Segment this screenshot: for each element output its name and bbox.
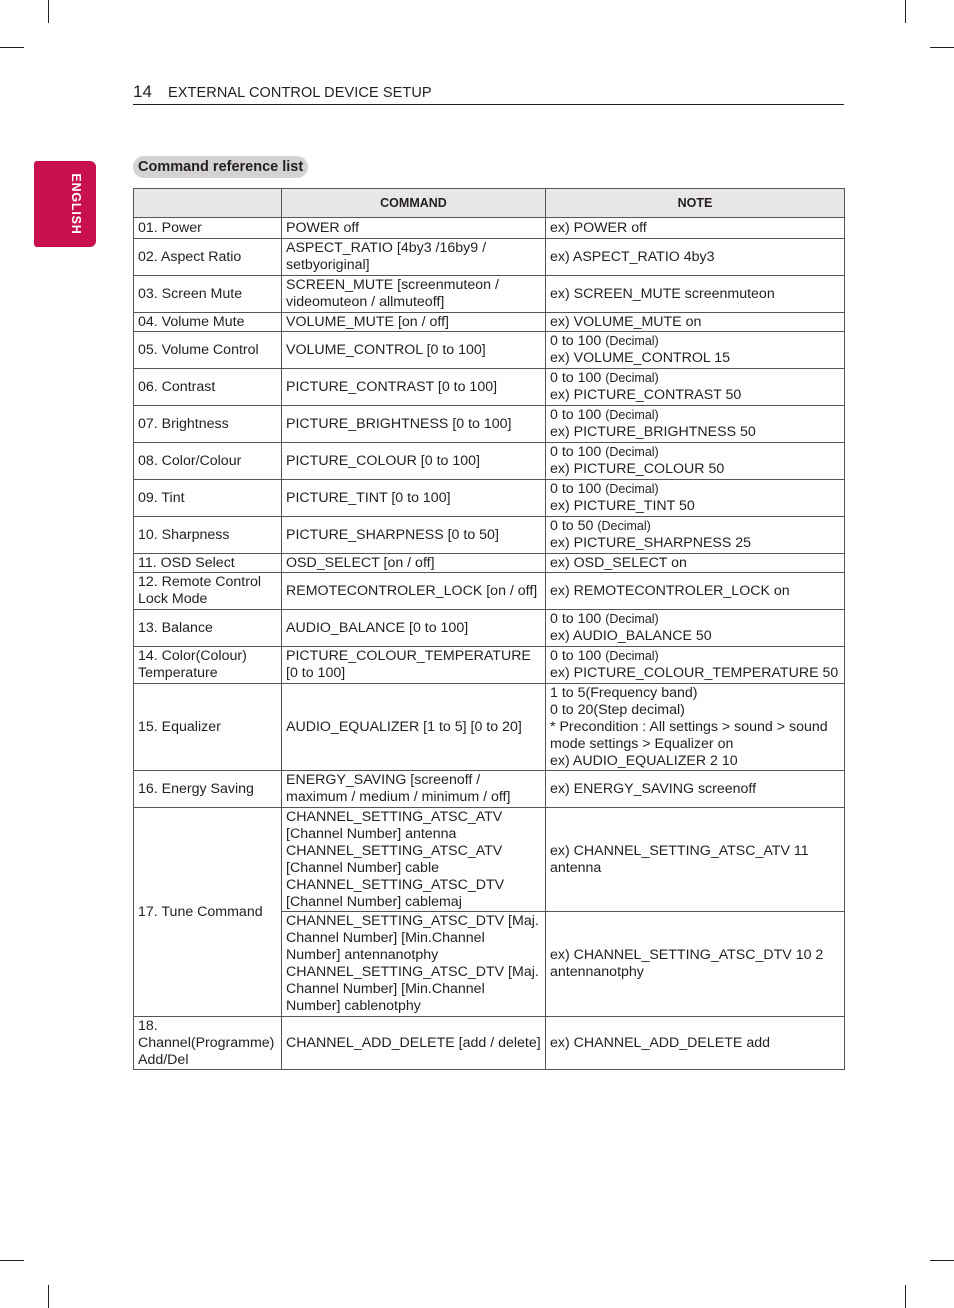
note-line: * Precondition : All settings > sound > sound mode settings > Equalizer on — [550, 718, 828, 752]
language-tab-label: ENGLISH — [69, 173, 83, 235]
command-cell: ASPECT_RATIO [4by3 /16by9 / setbyoriginal] — [282, 239, 546, 276]
note-cell — [546, 647, 845, 684]
note-cell — [546, 684, 845, 771]
table-row — [134, 332, 845, 369]
item-name-line: Add/Del — [138, 1051, 189, 1068]
example-text: ex) PICTURE_TINT 50 — [550, 498, 695, 514]
command-cell: PICTURE_COLOUR [0 to 100] — [282, 443, 546, 480]
crop-mark — [0, 1260, 24, 1261]
note-cell — [546, 480, 845, 517]
table-row — [134, 443, 845, 480]
table-row — [134, 610, 845, 647]
command-cell: AUDIO_EQUALIZER [1 to 5] [0 to 20] — [282, 684, 546, 771]
item-name: 08. Color/Colour — [134, 443, 282, 480]
item-name-line: 14. Color(Colour) — [138, 648, 247, 664]
example-text: ex) PICTURE_CONTRAST 50 — [550, 387, 742, 403]
command-cell: AUDIO_BALANCE [0 to 100] — [282, 610, 546, 647]
command-line: CHANNEL_SETTING_ATSC_DTV [Maj. Channel Number] [Min.Channel Number] antennanotphy — [286, 913, 539, 963]
note-cell — [546, 517, 845, 554]
crop-mark — [0, 47, 24, 48]
note-cell: ex) CHANNEL_SETTING_ATSC_ATV 11 antenna — [546, 808, 845, 912]
example-text: ex) VOLUME_CONTROL 15 — [550, 350, 731, 366]
language-tab — [34, 161, 96, 247]
table-row — [134, 1017, 845, 1070]
note-line: 0 to 20(Step decimal) — [550, 701, 685, 718]
command-cell: CHANNEL_ADD_DELETE [add / delete] — [282, 1017, 546, 1070]
decimal-tag: (Decimal) — [605, 612, 659, 626]
command-cell: PICTURE_TINT [0 to 100] — [282, 480, 546, 517]
item-name: 07. Brightness — [134, 406, 282, 443]
table-row — [134, 554, 845, 573]
command-line: CHANNEL_SETTING_ATSC_ATV [Channel Number] cable — [286, 842, 503, 876]
note-cell: ex) SCREEN_MUTE screenmuteon — [546, 276, 845, 313]
range-text: 0 to 100 — [550, 370, 602, 386]
command-cell: ENERGY_SAVING [screenoff / maximum / medium / minimum / off] — [282, 771, 546, 808]
decimal-tag: (Decimal) — [605, 445, 659, 459]
command-reference-table — [133, 188, 845, 1070]
range-text: 0 to 100 — [550, 648, 602, 664]
range-text: 0 to 100 — [550, 481, 602, 497]
command-cell: VOLUME_MUTE [on / off] — [282, 313, 546, 332]
item-name-line: 18. — [138, 1017, 158, 1034]
page-number: 14 — [133, 82, 152, 101]
example-text: ex) PICTURE_COLOUR 50 — [550, 461, 725, 477]
command-line: CHANNEL_SETTING_ATSC_DTV [Maj. Channel Number] [Min.Channel Number] cablenotphy — [286, 964, 539, 1014]
range-text: 0 to 100 — [550, 611, 602, 627]
table-row — [134, 406, 845, 443]
table-row — [134, 239, 845, 276]
command-cell: PICTURE_SHARPNESS [0 to 50] — [282, 517, 546, 554]
table-row — [134, 276, 845, 313]
decimal-tag: (Decimal) — [605, 482, 659, 496]
range-text: 0 to 100 — [550, 444, 602, 460]
command-cell — [282, 808, 546, 912]
crop-mark — [930, 47, 954, 48]
table-row — [134, 771, 845, 808]
range-text: 0 to 100 — [550, 333, 602, 349]
command-cell: SCREEN_MUTE [screenmuteon / videomuteon / allmuteoff] — [282, 276, 546, 313]
note-line: 1 to 5(Frequency band) — [550, 684, 698, 701]
command-cell: PICTURE_BRIGHTNESS [0 to 100] — [282, 406, 546, 443]
decimal-tag: (Decimal) — [605, 649, 659, 663]
table-row — [134, 808, 845, 912]
decimal-tag: (Decimal) — [605, 334, 659, 348]
command-cell: PICTURE_COLOUR_TEMPERATURE [0 to 100] — [282, 647, 546, 684]
command-cell: OSD_SELECT [on / off] — [282, 554, 546, 573]
table-row — [134, 313, 845, 332]
crop-mark — [48, 0, 49, 23]
crop-mark — [905, 1285, 906, 1308]
crop-mark — [905, 0, 906, 23]
item-name: 05. Volume Control — [134, 332, 282, 369]
item-name: 04. Volume Mute — [134, 313, 282, 332]
table-row — [134, 573, 845, 610]
item-name-line: Channel(Programme) — [138, 1034, 275, 1051]
note-cell: ex) ASPECT_RATIO 4by3 — [546, 239, 845, 276]
crop-mark — [48, 1285, 49, 1308]
item-name: 10. Sharpness — [134, 517, 282, 554]
table-row — [134, 647, 845, 684]
example-text: ex) PICTURE_SHARPNESS 25 — [550, 535, 752, 551]
item-name — [134, 1017, 282, 1070]
example-text: ex) PICTURE_BRIGHTNESS 50 — [550, 424, 756, 440]
note-cell — [546, 443, 845, 480]
item-name: 16. Energy Saving — [134, 771, 282, 808]
item-name: 12. Remote Control Lock Mode — [134, 573, 282, 610]
note-cell: ex) REMOTECONTROLER_LOCK on — [546, 573, 845, 610]
command-cell — [282, 912, 546, 1017]
command-cell: REMOTECONTROLER_LOCK [on / off] — [282, 573, 546, 610]
column-header-item — [134, 189, 282, 218]
item-name — [134, 647, 282, 684]
table-row — [134, 684, 845, 771]
table-row — [134, 480, 845, 517]
note-cell — [546, 610, 845, 647]
decimal-tag: (Decimal) — [597, 519, 651, 533]
table-row — [134, 218, 845, 239]
range-text: 0 to 100 — [550, 407, 602, 423]
column-header-command: COMMAND — [282, 189, 546, 218]
range-text: 0 to 50 — [550, 518, 594, 534]
item-name: 06. Contrast — [134, 369, 282, 406]
section-title: EXTERNAL CONTROL DEVICE SETUP — [168, 85, 432, 101]
note-cell — [546, 332, 845, 369]
example-text: ex) PICTURE_COLOUR_TEMPERATURE 50 — [550, 665, 839, 681]
note-cell — [546, 406, 845, 443]
note-cell: ex) ENERGY_SAVING screenoff — [546, 771, 845, 808]
section-heading: Command reference list — [133, 156, 308, 178]
note-line: ex) AUDIO_EQUALIZER 2 10 — [550, 752, 738, 769]
table-row — [134, 517, 845, 554]
example-text: ex) AUDIO_BALANCE 50 — [550, 628, 712, 644]
item-name: 15. Equalizer — [134, 684, 282, 771]
item-name: 03. Screen Mute — [134, 276, 282, 313]
crop-mark — [930, 1260, 954, 1261]
decimal-tag: (Decimal) — [605, 371, 659, 385]
page-header — [133, 82, 844, 105]
command-cell: PICTURE_CONTRAST [0 to 100] — [282, 369, 546, 406]
decimal-tag: (Decimal) — [605, 408, 659, 422]
item-name: 09. Tint — [134, 480, 282, 517]
note-cell: ex) CHANNEL_SETTING_ATSC_DTV 10 2 antennanotphy — [546, 912, 845, 1017]
table-row — [134, 369, 845, 406]
item-name: 01. Power — [134, 218, 282, 239]
note-cell: ex) OSD_SELECT on — [546, 554, 845, 573]
note-cell — [546, 369, 845, 406]
item-name: 11. OSD Select — [134, 554, 282, 573]
item-name: 02. Aspect Ratio — [134, 239, 282, 276]
column-header-note: NOTE — [546, 189, 845, 218]
command-line: CHANNEL_SETTING_ATSC_ATV [Channel Number] antenna — [286, 808, 503, 842]
note-cell: ex) CHANNEL_ADD_DELETE add — [546, 1017, 845, 1070]
note-cell: ex) POWER off — [546, 218, 845, 239]
item-name-line: Temperature — [138, 665, 218, 681]
table-header-row — [134, 189, 845, 218]
command-line: CHANNEL_SETTING_ATSC_DTV [Channel Number] cablemaj — [286, 876, 505, 910]
command-cell: VOLUME_CONTROL [0 to 100] — [282, 332, 546, 369]
item-name: 13. Balance — [134, 610, 282, 647]
item-name: 17. Tune Command — [134, 808, 282, 1017]
command-cell: POWER off — [282, 218, 546, 239]
note-cell: ex) VOLUME_MUTE on — [546, 313, 845, 332]
